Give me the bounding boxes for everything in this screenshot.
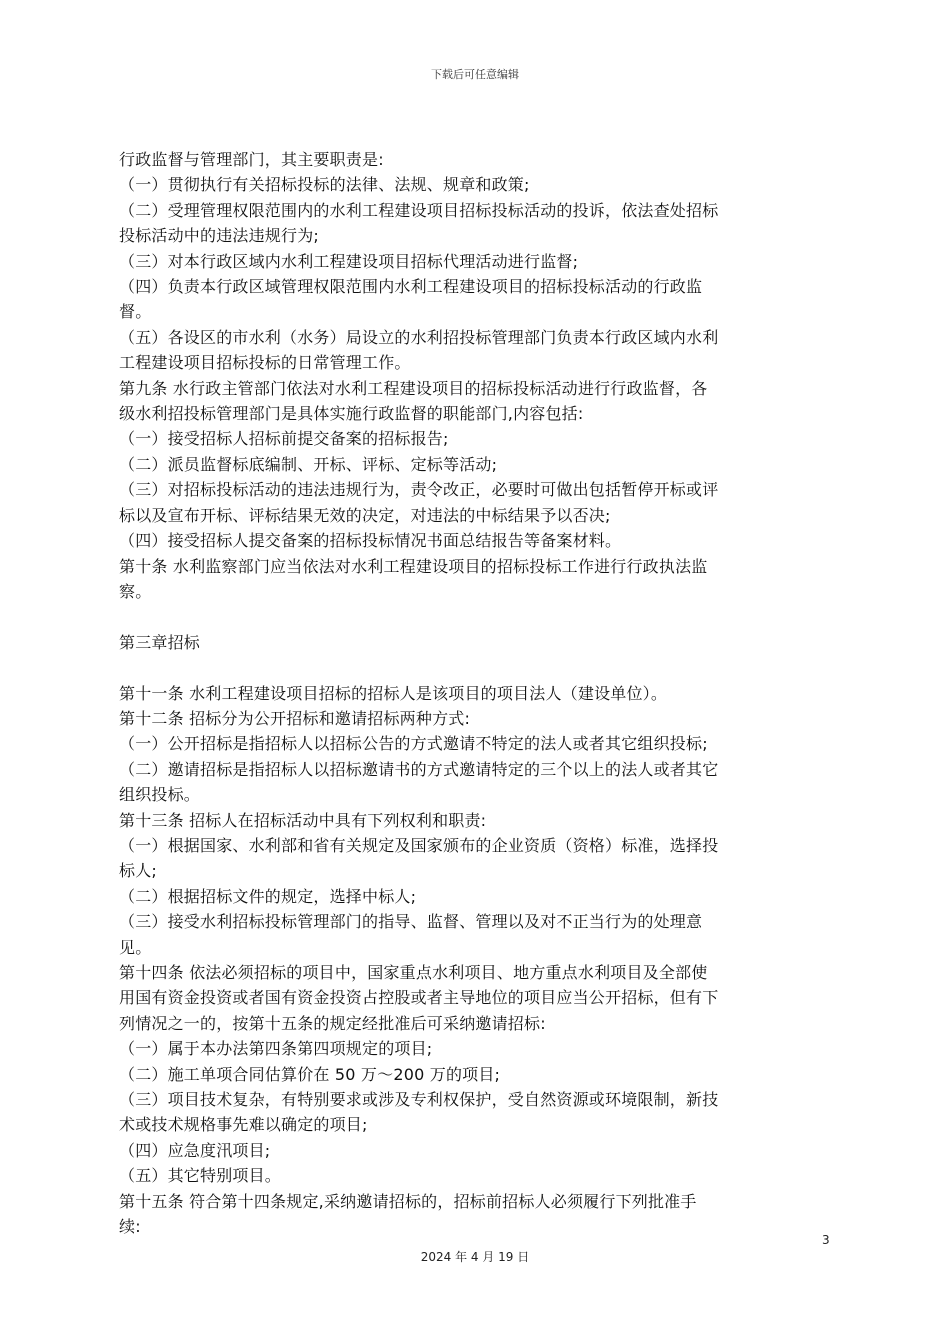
page-header: 下载后可任意编辑 xyxy=(431,68,519,81)
text-line: （二）施工单项合同估算价在 50 万～200 万的项目; xyxy=(119,1064,501,1084)
text-line: 工程建设项目招标投标的日常管理工作。 xyxy=(119,353,411,373)
text-line: （四）应急度汛项目; xyxy=(119,1140,271,1160)
text-line: 见。 xyxy=(119,937,152,957)
text-line: 第十条 水利监察部门应当依法对水利工程建设项目的招标投标工作进行行政执法监 xyxy=(119,556,708,576)
text-line: 第十四条 依法必须招标的项目中，国家重点水利项目、地方重点水利项目及全部使 xyxy=(119,962,708,982)
text-line: （三）接受水利招标投标管理部门的指导、监督、管理以及对不正当行为的处理意 xyxy=(119,912,703,932)
text-line: （二）受理管理权限范围内的水利工程建设项目招标投标活动的投诉，依法查处招标 xyxy=(119,200,719,220)
blank-line xyxy=(119,655,839,680)
text-line: 术或技术规格事先难以确定的项目; xyxy=(119,1115,368,1135)
document-body xyxy=(119,147,839,1239)
text-line: 行政监督与管理部门，其主要职责是: xyxy=(119,150,384,169)
text-line: 第十五条 符合第十四条规定,采纳邀请招标的，招标前招标人必须履行下列批准手 xyxy=(119,1191,697,1211)
text-line: 续: xyxy=(119,1217,141,1237)
text-line: 第九条 水行政主管部门依法对水利工程建设项目的招标投标活动进行行政监督，各 xyxy=(119,378,708,398)
text-line: （三）对招标投标活动的违法违规行为，责令改正，必要时可做出包括暂停开标或评 xyxy=(119,480,719,500)
text-line: 第三章招标 xyxy=(119,632,201,652)
text-line: （二）根据招标文件的规定，选择中标人; xyxy=(119,886,417,906)
text-line: 察。 xyxy=(119,581,152,601)
text-line: 级水利招投标管理部门是具体实施行政监督的职能部门,内容包括: xyxy=(119,404,584,424)
blank-line xyxy=(119,604,839,629)
text-line: 标以及宣布开标、评标结果无效的决定，对违法的中标结果予以否决; xyxy=(119,505,611,525)
page-number: 3 xyxy=(822,1233,830,1247)
text-line: 标人; xyxy=(119,861,157,881)
text-line: （四）接受招标人提交备案的招标投标情况书面总结报告等备案材料。 xyxy=(119,531,622,551)
text-line: （三）对本行政区域内水利工程建设项目招标代理活动进行监督; xyxy=(119,251,579,271)
text-line: 督。 xyxy=(119,302,152,322)
text-line: （一）属于本办法第四条第四项规定的项目; xyxy=(119,1039,433,1059)
text-line: 第十二条 招标分为公开招标和邀请招标两种方式: xyxy=(119,708,471,728)
text-line: 第十一条 水利工程建设项目招标的招标人是该项目的项目法人（建设单位）。 xyxy=(119,683,668,703)
text-line: 第十三条 招标人在招标活动中具有下列权利和职责: xyxy=(119,810,487,830)
text-line: （一）根据国家、水利部和省有关规定及国家颁布的企业资质（资格）标准，选择投 xyxy=(119,835,719,855)
text-line: （三）项目技术复杂，有特别要求或涉及专利权保护，受自然资源或环境限制，新技 xyxy=(119,1090,719,1109)
text-line: （五）各设区的市水利（水务）局设立的水利招投标管理部门负责本行政区域内水利 xyxy=(119,327,719,347)
text-line: 列情况之一的，按第十五条的规定经批准后可采纳邀请招标: xyxy=(119,1013,546,1033)
text-line: （二）派员监督标底编制、开标、评标、定标等活动; xyxy=(119,454,498,474)
page-footer-date: 2024 年 4 月 19 日 xyxy=(420,1250,530,1264)
text-line: （一）接受招标人招标前提交备案的招标报告; xyxy=(119,429,449,449)
text-line: （五）其它特别项目。 xyxy=(119,1166,282,1186)
text-line: 组织投标。 xyxy=(119,785,201,805)
text-line: （一）公开招标是指招标人以招标公告的方式邀请不特定的法人或者其它组织投标; xyxy=(119,734,708,754)
text-line: 用国有资金投资或者国有资金投资占控股或者主导地位的项目应当公开招标，但有下 xyxy=(119,988,719,1008)
text-line: 投标活动中的违法违规行为; xyxy=(119,226,319,246)
text-line: （一）贯彻执行有关招标投标的法律、法规、规章和政策; xyxy=(119,175,530,195)
text-line: （四）负责本行政区域管理权限范围内水利工程建设项目的招标投标活动的行政监 xyxy=(119,277,703,297)
text-line: （二）邀请招标是指招标人以招标邀请书的方式邀请特定的三个以上的法人或者其它 xyxy=(119,759,719,779)
